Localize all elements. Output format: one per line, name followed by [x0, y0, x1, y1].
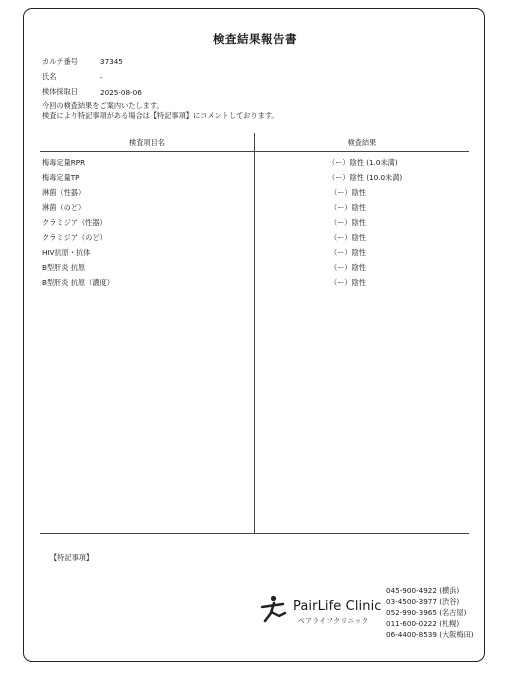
clinic-phone: 011-600-0222 (札幌) [386, 618, 460, 628]
table-bottom-line [40, 533, 469, 534]
table-row [40, 245, 469, 260]
meta-label: 氏名 [42, 72, 57, 82]
clinic-phone: 06-4400-8539 (大阪梅田) [386, 629, 474, 639]
test-result: （ー）陰性 (1.0未満) [328, 158, 398, 167]
meta-value: 2025-08-06 [100, 87, 142, 97]
clinic-phone: 052-990-3965 (名古屋) [386, 607, 467, 617]
header-underline [40, 151, 469, 152]
table-row [40, 170, 469, 185]
meta-value: - [100, 72, 103, 82]
note-line: 検査により特記事項がある場合は【特記事項】にコメントしております。 [42, 111, 279, 121]
column-header-item: 検査項目名 [129, 138, 165, 147]
clinic-phone: 045-900-4922 (横浜) [386, 586, 460, 595]
table-row [40, 200, 469, 215]
meta-row-chart-number [42, 54, 142, 69]
column-header-result: 検査結果 [347, 138, 377, 147]
table-row [40, 230, 469, 245]
meta-row-name [42, 69, 142, 84]
meta-label: 検体採取日 [42, 87, 78, 97]
special-notes-label: 【特記事項】 [50, 553, 94, 562]
table-row [40, 275, 469, 290]
test-result: （ー）陰性 [330, 218, 366, 227]
table-row [40, 155, 469, 170]
test-result: （ー）陰性 [330, 188, 366, 197]
meta-value: 37345 [100, 57, 123, 67]
meta-block [42, 54, 142, 100]
test-item-name: B型肝炎 抗原（濃度） [42, 278, 114, 287]
meta-label: カルテ番号 [42, 56, 78, 66]
test-item-name: B型肝炎 抗原 [42, 263, 86, 272]
clinic-phone-list [386, 586, 474, 641]
test-item-name: 淋菌（性器） [42, 188, 86, 197]
test-item-name: HIV抗原・抗体 [42, 248, 91, 257]
stick-figure-logo-icon [259, 594, 287, 624]
table-row [40, 260, 469, 275]
test-item-name: 淋菌（のど） [42, 203, 86, 212]
clinic-phone: 03-4500-3977 (渋谷) [386, 596, 460, 606]
result-table [40, 155, 469, 290]
test-result: （ー）陰性 [330, 233, 366, 242]
note-text [42, 101, 279, 122]
note-line: 今回の検査結果をご案内いたします。 [42, 101, 164, 110]
test-item-name: クラミジア（のど） [42, 233, 107, 242]
test-result: （ー）陰性 [330, 203, 366, 212]
test-result: （ー）陰性 [330, 278, 366, 287]
test-item-name: 梅毒定量RPR [42, 158, 86, 167]
clinic-name: PairLife Clinic [293, 599, 382, 614]
test-result: （ー）陰性 (10.0未満) [328, 173, 403, 182]
test-result: （ー）陰性 [330, 248, 366, 257]
table-row [40, 215, 469, 230]
report-title: 検査結果報告書 [213, 32, 297, 46]
clinic-name-kana: ペアライフクリニック [298, 617, 369, 625]
test-item-name: 梅毒定量TP [42, 173, 80, 182]
test-item-name: クラミジア（性器） [42, 218, 107, 227]
meta-row-sample-date [42, 85, 142, 100]
table-row [40, 185, 469, 200]
test-result: （ー）陰性 [330, 263, 366, 272]
clinic-logo [259, 594, 381, 628]
